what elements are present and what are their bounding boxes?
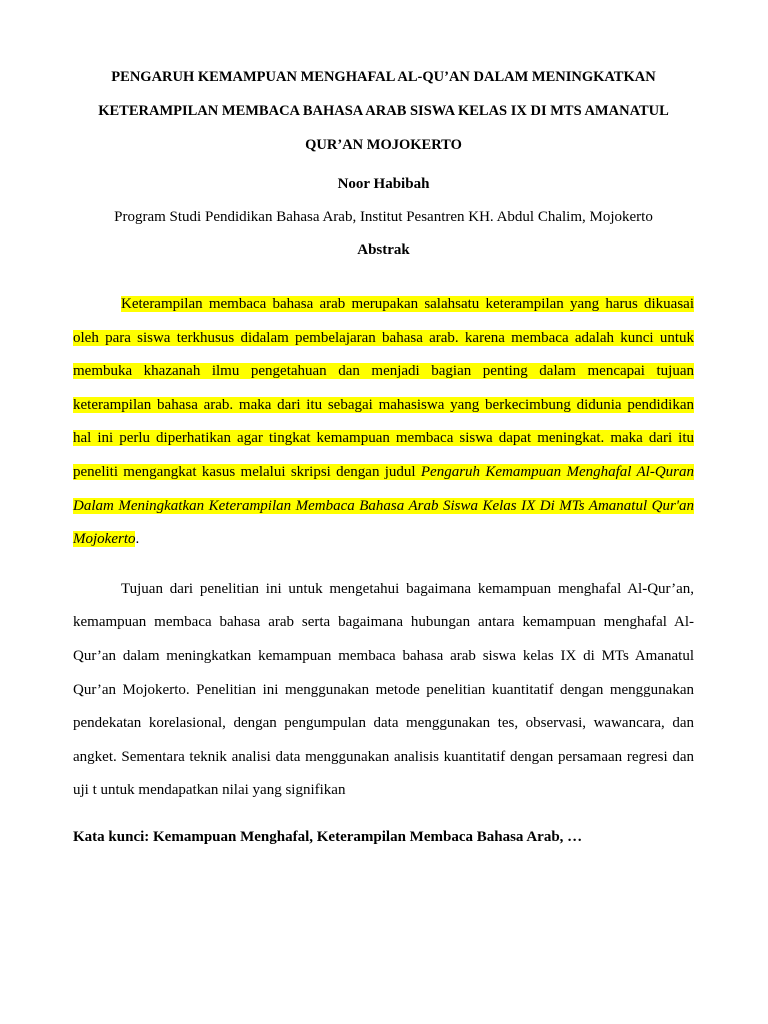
author-affiliation: Program Studi Pendidikan Bahasa Arab, Institut Pesantren KH. Abdul Chalim, Mojokerto [114,209,653,225]
author-name: Noor Habibah [337,176,430,192]
document-page [73,60,694,848]
abstract-heading: Abstrak [357,242,410,258]
keywords-line: Kata kunci: Kemampuan Menghafal, Keterampilan Membaca Bahasa Arab, … [73,828,583,845]
abstract-paragraph-2: Tujuan dari penelitian ini untuk mengetahui bagaimana kemampuan menghafal Al-Qur’an, kemampuan membaca bahasa arab serta bagaimana hubungan antara kemampuan menghafal Al-Qur’an dalam meningkatkan kemampuan membaca bahasa arab siswa kelas IX di MTs Amanatul Qur’an Mojokerto. Penelitian ini menggunakan metode penelitian kuantitatif dengan menggunakan pendekatan korelasional, dengan pengumpulan data menggunakan tes, observasi, wawancara, dan angket. Sementara teknik analisi data menggunakan analisis kuantitatif dengan persamaan regresi dan uji t untuk mendapatkan nilai yang signifikan [73,580,694,799]
abstract-paragraph-1 [73,288,694,557]
paper-title [73,60,694,162]
paragraph-1-end: . [135,531,140,548]
highlighted-italic-title: Pengaruh Kemampuan Menghafal Al-Quran Dalam Meningkatkan Keterampilan Membaca Bahasa Arab Siswa Kelas IX Di MTs Amanatul Qur'an Mojokerto [73,463,694,548]
title-line-2: KETERAMPILAN MEMBACA BAHASA ARAB SISWA KELAS IX DI MTS AMANATUL [98,103,669,119]
highlighted-text: Keterampilan membaca bahasa arab merupakan salahsatu keterampilan yang harus dikuasai oleh para siswa terkhusus didalam pembelajaran bahasa arab. karena membaca adalah kunci untuk membuka khazanah ilmu pengetahuan dan menjadi bagian penting dalam mencapai tujuan keterampilan bahasa arab. maka dari itu sebagai mahasiswa yang berkecimbung didunia pendidikan hal ini perlu diperhatikan agar tingkat kemampuan membaca siswa dapat meningkat. maka dari itu peneliti mengangkat kasus melalui skripsi dengan judul [73,296,694,480]
title-line-1: PENGARUH KEMAMPUAN MENGHAFAL AL-QU’AN DALAM MENINGKATKAN [111,69,656,85]
title-line-3: QUR’AN MOJOKERTO [305,137,462,153]
